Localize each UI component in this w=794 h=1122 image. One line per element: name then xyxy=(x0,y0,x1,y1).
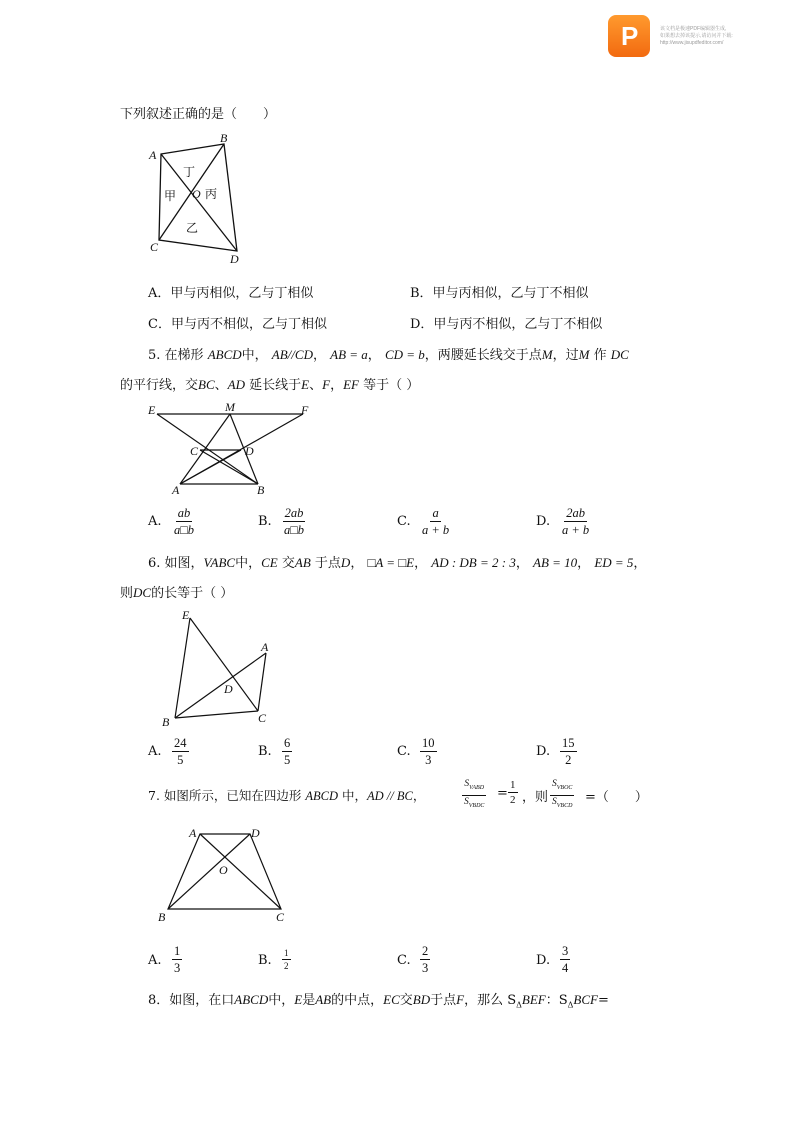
q7-label-a: A xyxy=(189,826,197,840)
app-logo xyxy=(608,15,650,57)
q4-option-b[interactable]: B．甲与丙相似，乙与丁不相似 xyxy=(410,286,589,301)
q7-figure xyxy=(150,822,300,928)
q5-label-f: F xyxy=(301,403,309,417)
q5-line-2: 的平行线，交BC、AD 延长线于E、F，EF 等于（ ） xyxy=(120,377,420,393)
q6-option-c-fraction[interactable]: $\frac{10}{3}$ xyxy=(422,736,435,767)
q7-ratio-fraction-3: $S_{VBOC}$ $S_{VBCD}$ xyxy=(552,779,573,809)
q5-option-c-label[interactable]: C. xyxy=(397,514,411,529)
q4-label-d: D xyxy=(230,252,239,266)
q6-label-b: B xyxy=(162,715,170,729)
q4-figure xyxy=(140,130,250,270)
q5-option-a-fraction[interactable]: $\frac{ab}{a□b}$ xyxy=(174,506,195,537)
q4-label-jia: 甲 xyxy=(164,189,177,203)
q7-text-end: =（ ） xyxy=(585,790,648,805)
q7-option-c-label[interactable]: C. xyxy=(397,953,411,968)
q5-option-a-label[interactable]: A. xyxy=(148,514,162,529)
q7-option-d-fraction[interactable]: $\frac{3}{4}$ xyxy=(562,944,569,975)
q4-label-bing: 丙 xyxy=(205,187,218,201)
q7-option-b-label[interactable]: B. xyxy=(258,953,272,968)
watermark-line-1: 该文档是极速PDF编辑器生成, xyxy=(660,26,727,32)
q7-equals: = xyxy=(497,786,508,801)
q6-label-e: E xyxy=(182,608,190,622)
q7-option-d-label[interactable]: D. xyxy=(536,953,551,968)
q7-option-a-fraction[interactable]: $\frac{1}{3}$ xyxy=(174,944,181,975)
q5-label-a: A xyxy=(172,483,180,497)
q6-label-c: C xyxy=(258,711,267,725)
q4-label-b: B xyxy=(220,131,228,145)
q5-label-c: C xyxy=(190,444,199,458)
q5-figure xyxy=(140,398,320,500)
q4-stem: 下列叙述正确的是（ ） xyxy=(120,107,277,122)
q5-line-1: 5. 在梯形 ABCD中， AB//CD， AB = a， CD = b，两腰延长线交于点M，过M 作 DC xyxy=(148,347,629,363)
q6-option-d-fraction[interactable]: $\frac{15}{2}$ xyxy=(562,736,575,767)
q7-text-then: ，则 xyxy=(522,790,549,805)
q4-label-yi: 乙 xyxy=(186,221,199,235)
q6-figure xyxy=(150,605,280,730)
q7-option-b-fraction[interactable]: $\frac{1}{2}$ xyxy=(284,948,289,971)
q5-label-b: B xyxy=(257,483,265,497)
q7-label-b: B xyxy=(158,910,166,924)
q4-option-a[interactable]: A．甲与丙相似，乙与丁相似 xyxy=(148,286,314,301)
q7-ratio-fraction-1: $S_{VABD}$ $S_{VBDC}$ xyxy=(464,779,485,809)
q5-option-b-label[interactable]: B. xyxy=(258,514,272,529)
q5-option-c-fraction[interactable]: $\frac{a}{a + b}$ xyxy=(422,506,450,537)
q6-option-a-label[interactable]: A. xyxy=(148,744,162,759)
q5-label-m: M xyxy=(225,400,235,414)
q7-label-d: D xyxy=(251,826,260,840)
watermark-line-2: 如果想去掉该提示,请访问并下载: xyxy=(660,33,733,39)
q5-label-e: E xyxy=(148,403,156,417)
q6-option-c-label[interactable]: C. xyxy=(397,744,411,759)
q6-option-d-label[interactable]: D. xyxy=(536,744,551,759)
q4-option-d[interactable]: D．甲与丙不相似，乙与丁不相似 xyxy=(410,317,603,332)
q7-label-o: O xyxy=(219,863,228,877)
q4-label-a: A xyxy=(149,148,157,162)
q6-line-2: 则DC的长等于（ ） xyxy=(120,585,234,601)
q4-label-c: C xyxy=(150,240,159,254)
q4-label-o: O xyxy=(192,187,201,201)
q7-label-c: C xyxy=(276,910,285,924)
logo-letter: P xyxy=(621,21,639,51)
q6-line-1: 6. 如图，VABC中，CE 交AB 于点D， □A = □E， AD : DB = 2 : 3， AB = 10， ED = 5， xyxy=(148,555,647,571)
q4-label-ding: 丁 xyxy=(183,165,196,179)
q5-label-d: D xyxy=(245,444,254,458)
q5-option-b-fraction[interactable]: $\frac{2ab}{a□b}$ xyxy=(284,506,305,537)
q4-option-c[interactable]: C．甲与丙不相似，乙与丁相似 xyxy=(148,317,327,332)
watermark-line-3: http://www.jisupdfeditor.com/ xyxy=(660,40,724,46)
q7-option-c-fraction[interactable]: $\frac{2}{3}$ xyxy=(422,944,429,975)
q5-option-d-fraction[interactable]: $\frac{2ab}{a + b}$ xyxy=(562,506,590,537)
q6-label-d: D xyxy=(224,682,233,696)
q7-ratio-fraction-2: $\frac{1}{2}$ xyxy=(510,779,516,806)
q6-option-b-fraction[interactable]: $\frac{6}{5}$ xyxy=(284,736,291,767)
q6-option-b-label[interactable]: B. xyxy=(258,744,272,759)
q7-option-a-label[interactable]: A. xyxy=(148,953,162,968)
q6-option-a-fraction[interactable]: $\frac{24}{5}$ xyxy=(174,736,187,767)
q7-text-a: 7. 如图所示，已知在四边形 ABCD 中，AD // BC， xyxy=(148,788,426,803)
q6-label-a: A xyxy=(261,640,269,654)
q8-line-1: 8．如图，在口ABCD中，E是AB的中点，EC交BD于点F，那么 $S_\Delta BEF$：$S_\Delta BCF=$ xyxy=(148,992,609,1010)
q5-option-d-label[interactable]: D. xyxy=(536,514,551,529)
